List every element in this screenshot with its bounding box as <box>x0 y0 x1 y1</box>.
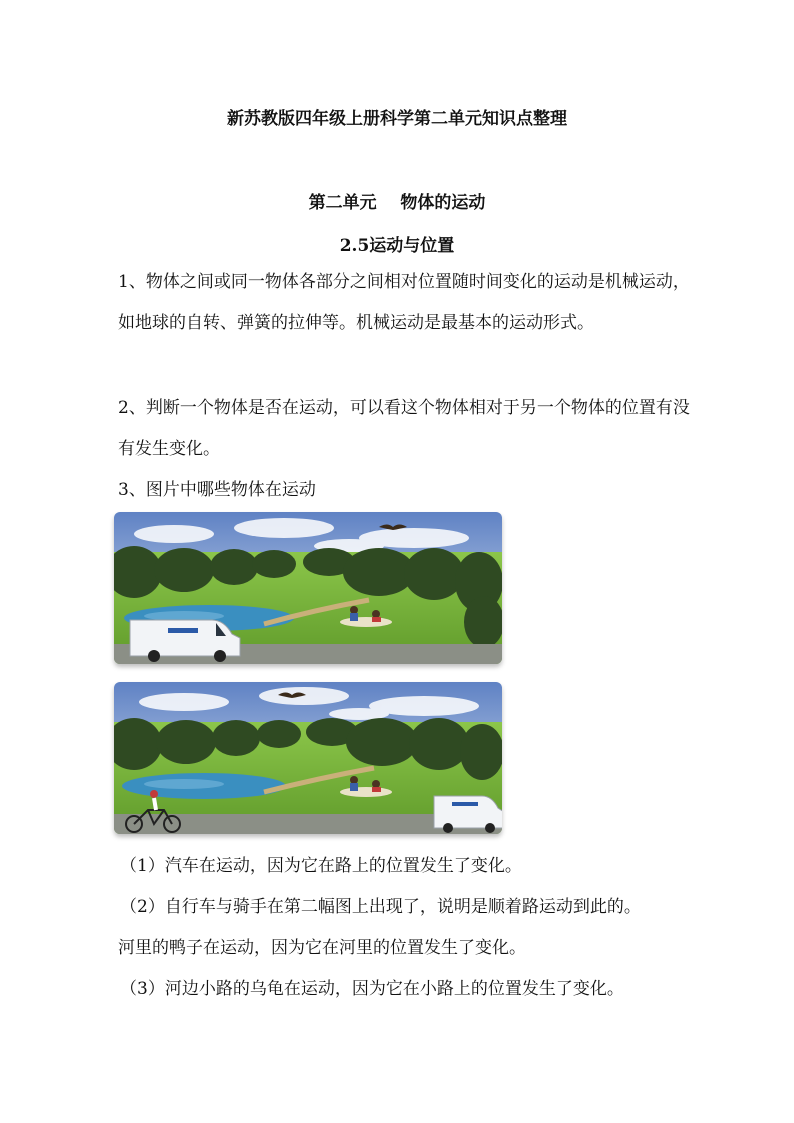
answer-1: （1）汽车在运动，因为它在路上的位置发生了变化。 <box>120 856 522 876</box>
answer-2: （2）自行车与骑手在第二幅图上出现了，说明是顺着路运动到此的。 <box>120 897 641 917</box>
answer-2-continued: 河里的鸭子在运动，因为它在河里的位置发生了变化。 <box>118 938 526 958</box>
paragraph-3: 3、图片中哪些物体在运动 <box>118 480 316 500</box>
paragraph-2: 2、判断一个物体是否在运动，可以看这个物体相对于另一个物体的位置有没有发生变化。 <box>118 398 690 459</box>
unit-title: 第二单元 物体的运动 <box>308 193 486 213</box>
section-title: 2.5运动与位置 <box>339 236 455 256</box>
scene-image-2 <box>114 682 502 834</box>
scene-image-1 <box>114 512 502 664</box>
van-icon <box>434 796 502 833</box>
van-icon <box>130 620 240 662</box>
document-title: 新苏教版四年级上册科学第二单元知识点整理 <box>227 109 567 129</box>
paragraph-1: 1、物体之间或同一物体各部分之间相对位置随时间变化的运动是机械运动，如地球的自转、弹簧的拉伸等。机械运动是最基本的运动形式。 <box>118 272 690 333</box>
answer-3: （3）河边小路的乌龟在运动，因为它在小路上的位置发生了变化。 <box>120 979 624 999</box>
